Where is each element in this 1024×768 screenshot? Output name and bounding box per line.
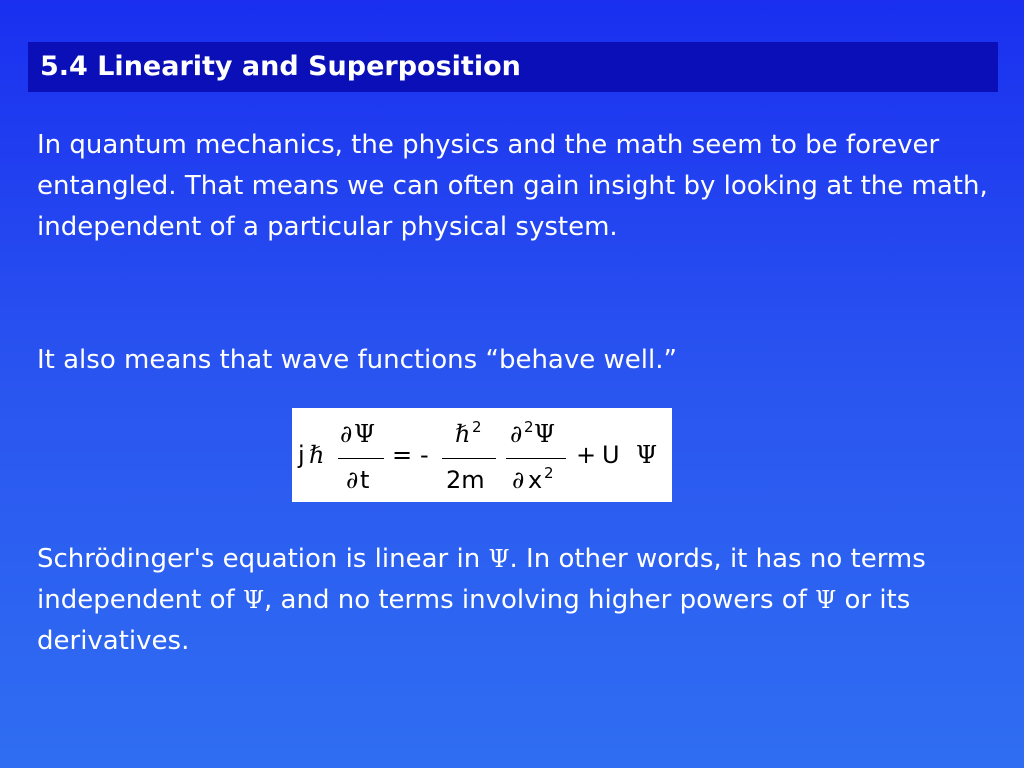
eq-sup-3: 2 (544, 464, 554, 482)
eq-sup-2: 2 (524, 418, 534, 436)
eq-partial-2: ∂ (346, 466, 359, 494)
eq-hbar-2: ℏ (455, 420, 471, 448)
eq-equals: = (392, 441, 413, 469)
fraction-bar-2 (442, 458, 496, 459)
eq-2m: 2m (446, 466, 485, 494)
psi-symbol-3: Ψ (815, 586, 837, 614)
paragraph-linear-part-2: . In other words, it has no terms independent of (37, 544, 926, 615)
paragraph-linear-part-4: or its derivatives. (37, 585, 911, 656)
schrodinger-equation (292, 408, 672, 502)
eq-psi-1: Ψ (354, 420, 376, 448)
equation-box (292, 408, 672, 502)
eq-plus: + (576, 441, 597, 469)
paragraph-intro: In quantum mechanics, the physics and the math seem to be forever entangled. That means we can often gain insight by looking at the math, independent of a particular physical system. (37, 130, 988, 242)
eq-minus: - (420, 441, 429, 469)
paragraph-linear-part-1: Schrödinger's equation is linear in (37, 544, 489, 574)
fraction-bar-3 (506, 458, 566, 459)
fraction-bar-1 (338, 458, 384, 459)
title-bar (28, 42, 998, 92)
slide-title: 5.4 Linearity and Superposition (40, 51, 521, 82)
eq-partial-1: ∂ (340, 420, 353, 448)
eq-partial-4: ∂ (512, 466, 525, 494)
paragraph-linear-part-3: , and no terms involving higher powers of (264, 585, 816, 615)
psi-symbol-1: Ψ (488, 545, 510, 573)
paragraph-behave-well: It also means that wave functions “behave well.” (37, 345, 677, 375)
eq-sup-1: 2 (472, 418, 482, 436)
paragraph-linear (37, 539, 997, 662)
eq-x: x (528, 466, 543, 494)
eq-U: U (602, 441, 620, 469)
eq-j: j (298, 441, 305, 469)
eq-psi-3: Ψ (636, 441, 658, 469)
psi-symbol-2: Ψ (242, 586, 264, 614)
eq-partial-3: ∂ (510, 420, 523, 448)
eq-hbar: ℏ (309, 441, 325, 469)
eq-t: t (360, 466, 370, 494)
eq-psi-2: Ψ (534, 420, 556, 448)
